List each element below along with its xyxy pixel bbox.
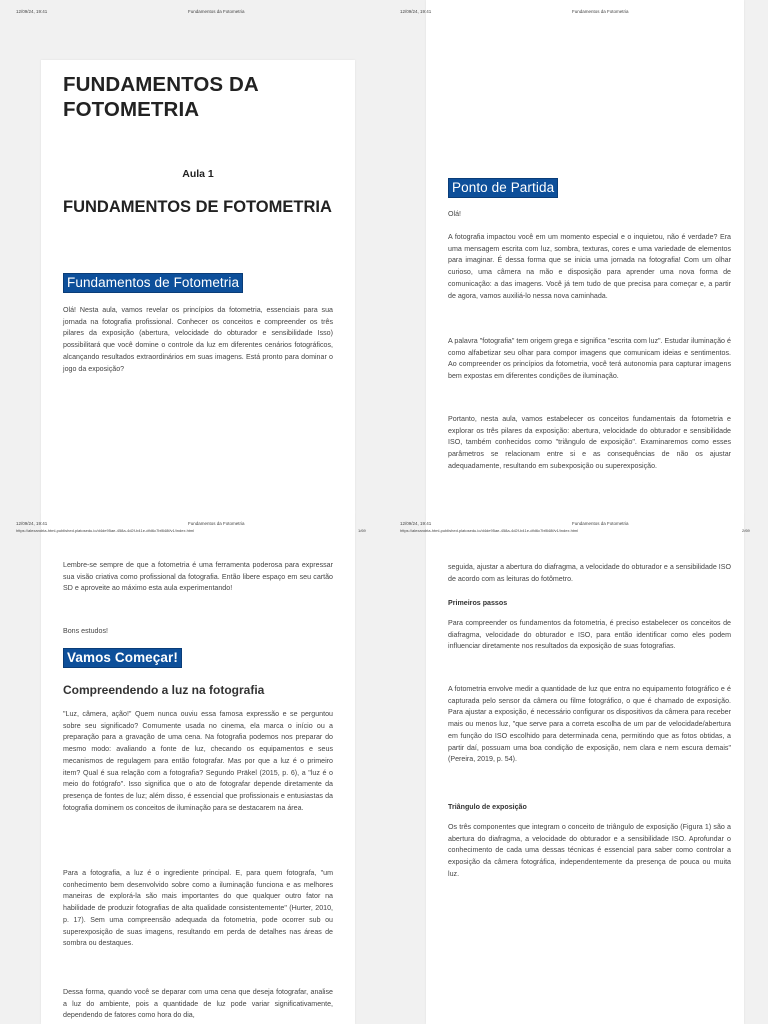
footer-page-number: 1/69 bbox=[358, 528, 366, 533]
paragraph: seguida, ajustar a abertura do diafragma, a velocidade do obturador e a sensibilidade ISO de acordo com as leituras do fotômetro. bbox=[448, 563, 731, 583]
header-doc-title: Fundamentos da Fotometria bbox=[572, 521, 629, 526]
intro-paragraph: Olá! Nesta aula, vamos revelar os princípios da fotometria, essenciais para sua jornada na fotografia profissional. Conhecer os conceitos e compreender os três pilares da exposição (abertura, velocidade do obturador e sensibilidade Isso) possibilitará que você domine o controle da luz em diferentes cenários fotográficos, alcançando resultados extraordinários em suas imagens. Está pronto para dominar o jogo da exposição? bbox=[63, 306, 333, 373]
paragraph: Dessa forma, quando você se deparar com uma cena que deseja fotografar, analise a luz do ambiente, pois a quantidade de luz pode variar significativamente, dependendo de fatores como hora do dia, bbox=[63, 988, 333, 1020]
paragraph: Bons estudos! bbox=[63, 627, 108, 635]
section-heading-ponto-de-partida: Ponto de Partida bbox=[448, 178, 558, 198]
section-heading-vamos-comecar: Vamos Começar! bbox=[63, 648, 182, 668]
page-4-paper bbox=[426, 512, 744, 1024]
page-2-paper bbox=[426, 0, 744, 512]
footer-url[interactable]: https://alexandria-html-published.platosedu.io/d4de95ae-458a-4d2f-b41e-dfd6c7bf848f/v1/index.html bbox=[16, 528, 195, 533]
course-title: FUNDAMENTOS DA FOTOMETRIA bbox=[63, 73, 259, 121]
header-date: 12/09/24, 19:41 bbox=[16, 9, 48, 14]
paragraph: "Luz, câmera, ação!" Quem nunca ouviu essa famosa expressão e se perguntou sobre seu significado? Comumente usada no cinema, ela marca o início ou a preparação para a gravação de uma cena. Na fotografia podemos nos preparar do mesmo modo: avaliando a fonte de luz, checando os equipamentos e seus mecanismos de regulagem para então fotografar. Mas por que a luz é o primeiro item? Qual é sua relação com a fotografia? Segundo Präkel (2015, p. 6), a "luz é o meio do fotógrafo". Isso significa que o ato de fotografar depende diretamente da presença de fontes de luz; além disso, é essencial que profissionais e entusiastas da fotografia dominem os conceitos de iluminação para se destacarem na área. bbox=[63, 710, 333, 812]
page-1-paper bbox=[41, 60, 355, 512]
subsection-heading: Compreendendo a luz na fotografia bbox=[63, 683, 265, 697]
header-doc-title: Fundamentos da Fotometria bbox=[572, 9, 629, 14]
page-3-paper bbox=[41, 512, 355, 1024]
header-date: 12/09/24, 19:41 bbox=[16, 521, 48, 526]
paragraph: Para a fotografia, a luz é o ingrediente principal. E, para quem fotografa, "um conhecimento bem desenvolvido sobre como a iluminação funciona e as melhores maneiras de explorá-la são mais importantes do que qualquer outro fator na habilidade de produzir fotografias de alta qualidade consistentemente" (Hurter, 2010, p. 17). Sem uma compreensão adequada da fotometria, pode ocorrer sub ou superexposição de suas imagens, resultando em perda de detalhes nas áreas de sombra ou destaques. bbox=[63, 869, 333, 948]
section-heading-fundamentos: Fundamentos de Fotometria bbox=[63, 273, 243, 293]
paragraph: Os três componentes que integram o conceito de triângulo de exposição (Figura 1) são a abertura do diafragma, a velocidade do obturador e a sensibilidade ISO. Aprofundar o conhecimento de cada uma dessas técnicas é essencial para saber como controlar a exposição da câmera fotográfica, independentemente da presença de pouca ou muita luz. bbox=[448, 823, 731, 878]
greeting-paragraph: Olá! bbox=[448, 210, 462, 218]
paragraph: Para compreender os fundamentos da fotometria, é preciso estabelecer os conceitos de diafragma, velocidade do obturador e ISO, para então identificar como eles podem influenciar diretamente nos resultados da exposição de suas fotografias. bbox=[448, 619, 731, 651]
document-page-3 bbox=[0, 512, 384, 1024]
header-date: 12/09/24, 19:41 bbox=[400, 521, 432, 526]
document-page-2 bbox=[384, 0, 768, 512]
subsection-heading: Primeiros passos bbox=[448, 599, 508, 607]
paragraph: Portanto, nesta aula, vamos estabelecer os conceitos fundamentais da fotometria e explorar os três pilares da exposição: abertura, velocidade do obturador e sensibilidade ISO, também conhecidos como "triângulo de exposição". Examinaremos como esses parâmetros se relacionam entre si e as consequências de não os ajustar adequadamente, resultando em subexposição ou superexposição. bbox=[448, 415, 731, 470]
header-doc-title: Fundamentos da Fotometria bbox=[188, 9, 245, 14]
paragraph: A fotometria envolve medir a quantidade de luz que entra no equipamento fotográfico e é capturada pelo sensor da câmera ou filme fotográfico, o que é chamado de exposição. Para ajustar a exposição, é necessário configurar os dispositivos da câmera para receber mais ou menos luz, "que serve para a correta escolha de um par de velocidade/abertura em função do ISO escolhido para determinada cena, permitindo que as fotos obtidas, a partir daí, possuam uma boa condição de exposição, nem clara e nem escura demais" (Pereira, 2019, p. 54). bbox=[448, 685, 731, 764]
subsection-heading: Triângulo de exposição bbox=[448, 803, 527, 811]
lesson-label: Aula 1 bbox=[182, 168, 214, 180]
paragraph: Lembre-se sempre de que a fotometria é uma ferramenta poderosa para expressar sua visão criativa como profissional da fotografia. Então libere espaço em seu cartão SD e aproveite ao máximo esta aula experimentando! bbox=[63, 561, 333, 593]
lesson-title: FUNDAMENTOS DE FOTOMETRIA bbox=[63, 198, 332, 216]
header-date: 12/09/24, 19:41 bbox=[400, 9, 432, 14]
header-doc-title: Fundamentos da Fotometria bbox=[188, 521, 245, 526]
paragraph: A fotografia impactou você em um momento especial e o inquietou, não é verdade? Era uma mensagem escrita com luz, sombra, texturas, cores e uma variedade de elementos para imaginar. É dessa forma que se inicia uma jornada na fotografia! Com um olhar curioso, uma câmera na mão e disposição para aprender uma nova forma de comunicação: a das imagens. Você já tem tudo de que precisa para começar e, a partir de agora, vamos auxiliá-lo nessa nova caminhada. bbox=[448, 233, 731, 300]
footer-url[interactable]: https://alexandria-html-published.platosedu.io/d4de95ae-458a-4d2f-b41e-dfd6c7bf848f/v1/index.html bbox=[400, 528, 579, 533]
document-page-1 bbox=[0, 0, 384, 512]
paragraph: A palavra "fotografia" tem origem grega e significa "escrita com luz". Estudar iluminação é como alfabetizar seu olhar para compor imagens que comunicam ideias e sentimentos. Ao compreender os princípios da fotometria, você terá autonomia para capturar imagens bem expostas em diferentes condições de iluminação. bbox=[448, 337, 731, 381]
footer-page-number: 2/69 bbox=[742, 528, 750, 533]
document-page-4 bbox=[384, 512, 768, 1024]
